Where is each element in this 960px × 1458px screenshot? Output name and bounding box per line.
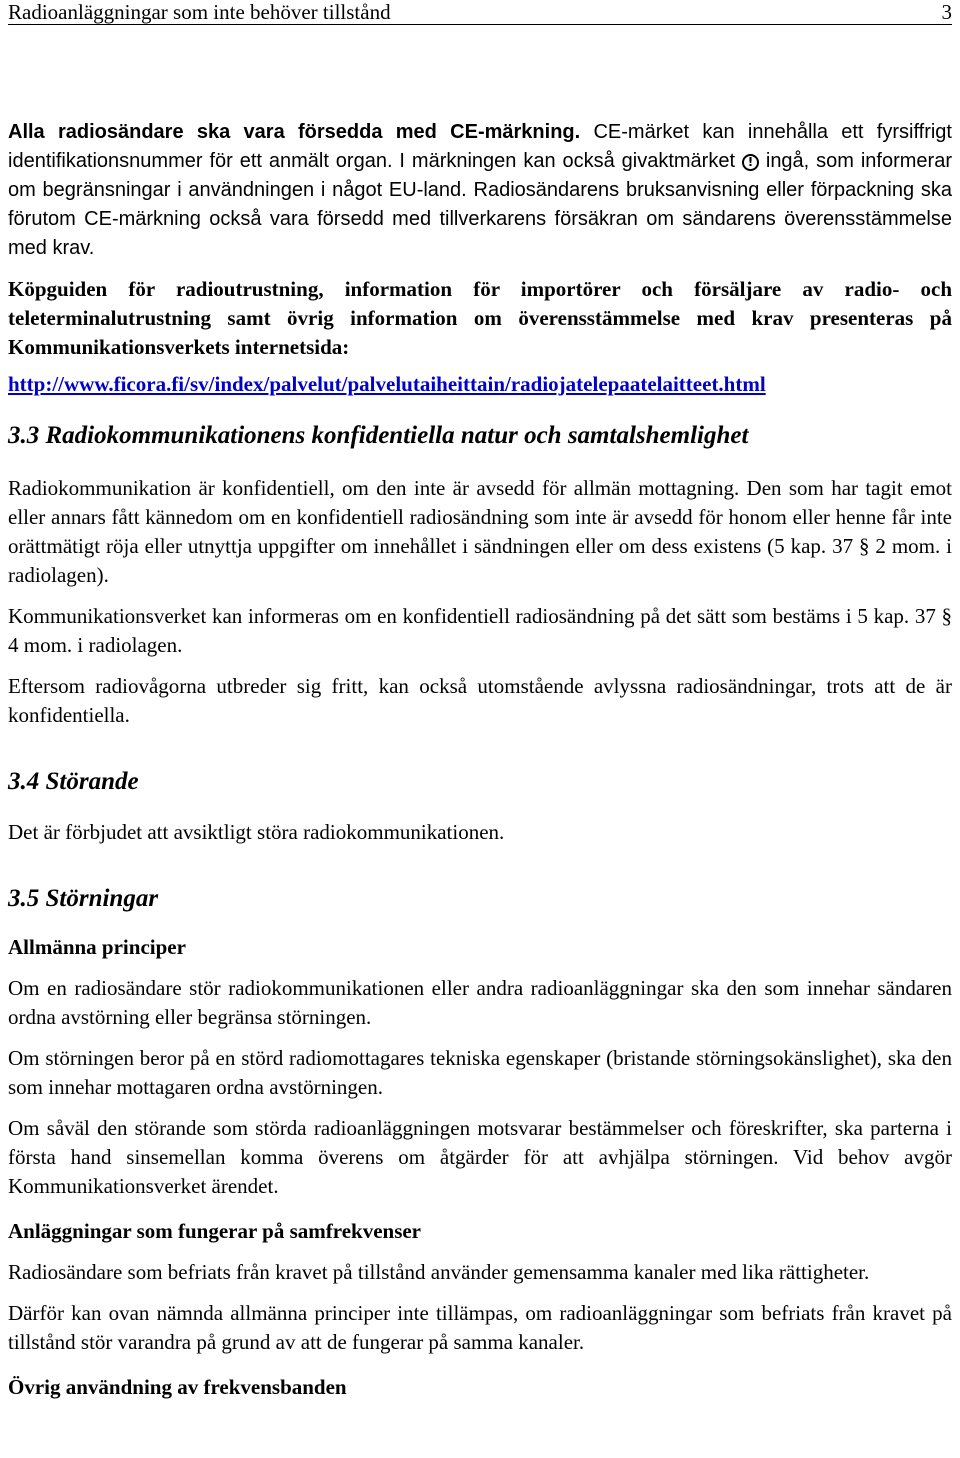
subheading-same-frequencies: Anläggningar som fungerar på samfrekvenser <box>8 1219 422 1243</box>
s33-paragraph-3: Eftersom radiovågorna utbreder sig fritt, kan också utomstående avlyssna radiosändningar, trots att de är konfidentiella. <box>8 674 952 727</box>
ficora-link[interactable]: http://www.ficora.fi/sv/index/palvelut/palvelutaiheittain/radiojatelepaatelaitteet.html <box>8 372 766 396</box>
ce-marking-text-2: ingå, som informerar om begränsningar i användningen i något EU-land. Radiosändarens bruksanvisning eller förpackning ska förutom CE-märkning också vara försedd med tillverkarens försäkran om sändarens överensstämmelse med krav. <box>8 150 952 259</box>
document-body <box>8 118 952 1402</box>
ficora-link-paragraph <box>8 370 952 399</box>
ce-marking-paragraph <box>8 118 952 263</box>
s35-paragraph-2: Om störningen beror på en störd radiomottagares tekniska egenskaper (bristande störningsokänslighet), ska den som innehar mottagaren ordna avstörningen. <box>8 1046 952 1099</box>
subheading-general-principles: Allmänna principer <box>8 935 186 959</box>
s33-paragraph-2 <box>8 602 952 660</box>
ce-marking-bold: Alla radiosändare ska vara försedda med CE-märkning. <box>8 121 581 143</box>
s33-paragraph-1 <box>8 474 952 590</box>
s35-paragraph-3: Om såväl den störande som störda radioanläggningen motsvarar bestämmelser och föreskrifter, ska parterna i första hand sinsemellan komma överens om åtgärder för att avhjälpa störningen. Vid behov avgör Kommunikationsverket ärendet. <box>8 1116 952 1198</box>
s35-paragraph-4: Radiosändare som befriats från kravet på tillstånd använder gemensamma kanaler med lika rättigheter. <box>8 1260 870 1284</box>
header-title: Radioanläggningar som inte behöver tillstånd <box>8 0 391 24</box>
s33-p1-text-b: 2 mom. i radiolagen). <box>8 534 952 587</box>
subheading-other-frequency-use: Övrig användning av frekvensbanden <box>8 1375 347 1399</box>
s33-p1-text-a: Radiokommunikation är konfidentiell, om den inte är avsedd för allmän mottagning. Den som har tagit emot eller annars fått kännedom om en konfidentiell radiosändning som inte är avsedd för honom eller henne får inte orättmätigt röja eller utnyttja uppgifter om innehållet i sändningen eller om dess existens (5 kap. 37 <box>8 476 952 558</box>
s35-paragraph-5: Därför kan ovan nämnda allmänna principer inte tillämpas, om radioanläggningar som befriats från kravet på tillstånd stör varandra på grund av att de fungerar på samma kanaler. <box>8 1301 952 1354</box>
section-3-4-heading: 3.4 Störande <box>8 768 139 795</box>
page-number: 3 <box>941 0 952 24</box>
buying-guide-paragraph: Köpguiden för radioutrustning, information för importörer och försäljare av radio- och teleterminalutrustning samt övrig information om överensstämmelse med krav presenteras på Kommunikationsverkets internetsida: <box>8 277 952 359</box>
s35-paragraph-1: Om en radiosändare stör radiokommunikationen eller andra radioanläggningar ska den som innehar sändaren ordna avstörning eller begränsa störningen. <box>8 976 952 1029</box>
s33-p2-text-b: 4 mom. i radiolagen. <box>8 633 183 657</box>
ce-marking-text-1: CE-märket kan innehålla ett fyrsiffrigt identifikationsnummer för ett anmält organ. I märkningen kan också givaktmärket <box>8 121 952 172</box>
section-sign-icon: § <box>859 534 870 558</box>
section-3-3-heading: 3.3 Radiokommunikationens konfidentiella natur och samtalshemlighet <box>8 422 749 449</box>
page-header <box>8 0 952 25</box>
alert-mark-icon: ! <box>742 154 759 171</box>
section-sign-icon: § <box>941 604 952 628</box>
s33-p2-text-a: Kommunikationsverket kan informeras om en konfidentiell radiosändning på det sätt som bestäms i 5 kap. 37 <box>8 604 942 628</box>
s34-paragraph-1: Det är förbjudet att avsiktligt störa radiokommunikationen. <box>8 820 505 844</box>
section-3-5-heading: 3.5 Störningar <box>8 885 159 912</box>
